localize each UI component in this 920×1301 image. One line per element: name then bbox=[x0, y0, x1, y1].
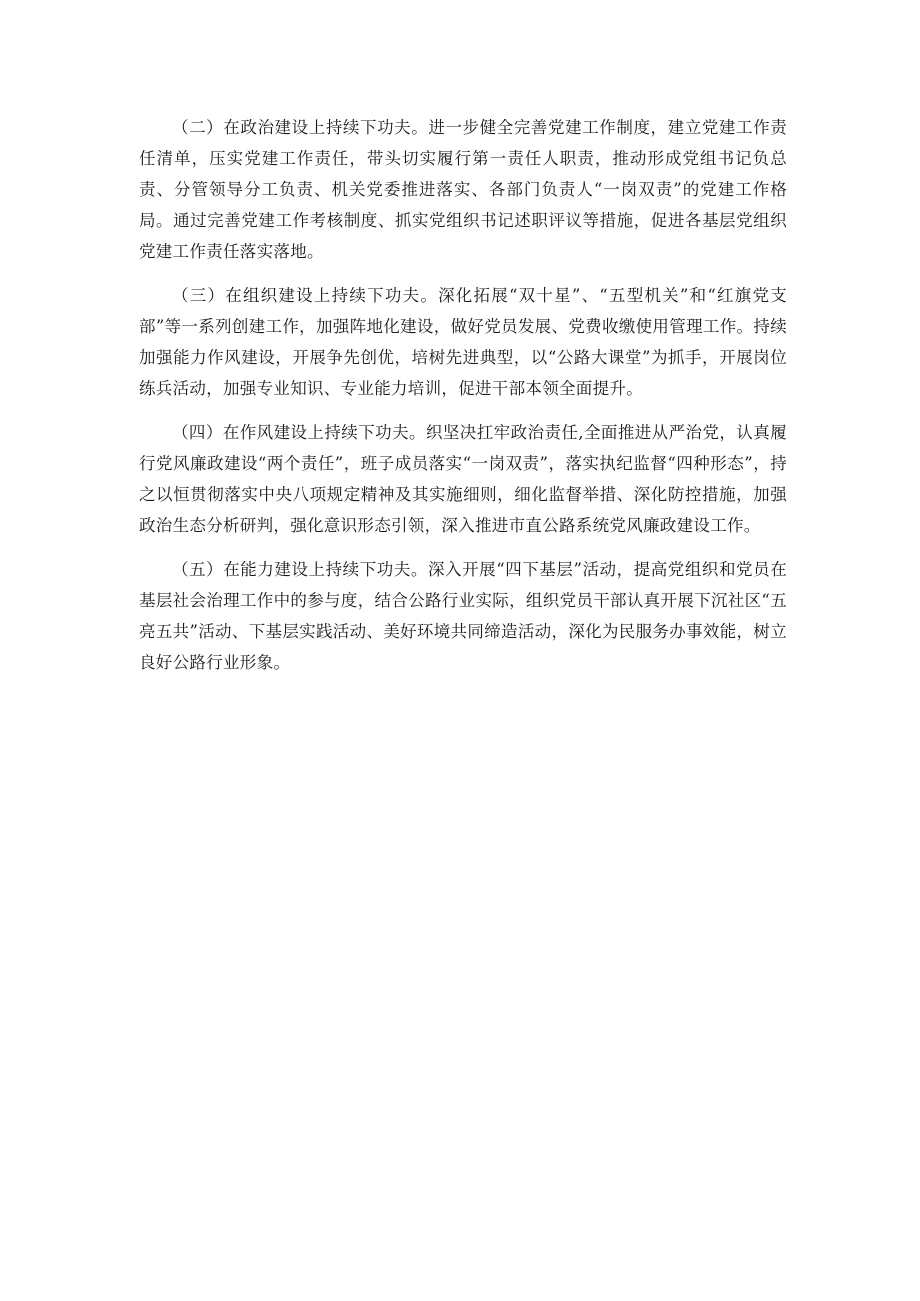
paragraph-text: 深化拓展“双十星”、“五型机关”和“红旗党支部”等一系列创建工作，加强阵地化建设，做好党员发展、党费收缴使用管理工作。持续加强能力作风建设，开展争先创优，培树先进典型，以“公路大课堂”为抓手，开展岗位练兵活动，加强专业知识、专业能力培训，促进干部本领全面提升。 bbox=[139, 286, 788, 398]
document-body bbox=[139, 112, 787, 691]
paragraph-heading: （二）在政治建设上持续下功夫。 bbox=[172, 118, 429, 137]
paragraph-work-style-building bbox=[139, 417, 787, 541]
paragraph-heading: （五）在能力建设上持续下功夫。 bbox=[172, 560, 428, 579]
paragraph-text: 深入开展“四下基层”活动，提高党组织和党员在基层社会治理工作中的参与度，结合公路行业实际，组织党员干部认真开展下沉社区“五亮五共”活动、下基层实践活动、美好环境共同缔造活动，深化为民服务办事效能，树立良好公路行业形象。 bbox=[139, 560, 787, 672]
paragraph-heading: （四）在作风建设上持续下功夫。 bbox=[172, 423, 426, 442]
paragraph-text: 进一步健全完善党建工作制度，建立党建工作责任清单，压实党建工作责任，带头切实履行第一责任人职责，推动形成党组书记负总责、分管领导分工负责、机关党委推进落实、各部门负责人“一岗双责”的党建工作格局。通过完善党建工作考核制度、抓实党组织书记述职评议等措施，促进各基层党组织党建工作责任落实落地。 bbox=[139, 118, 787, 261]
paragraph-text: 织坚决扛牢政治责任,全面推进从严治党，认真履行党风廉政建设“两个责任”，班子成员落实“一岗双责”，落实执纪监督“四种形态”，持之以恒贯彻落实中央八项规定精神及其实施细则，细化监督举措、深化防控措施，加强政治生态分析研判，强化意识形态引领，深入推进市直公路系统党风廉政建设工作。 bbox=[139, 423, 787, 535]
paragraph-capacity-building bbox=[139, 554, 787, 678]
paragraph-political-building bbox=[139, 112, 787, 267]
paragraph-heading: （三）在组织建设上持续下功夫。 bbox=[172, 286, 439, 305]
paragraph-organization-building bbox=[139, 280, 787, 404]
